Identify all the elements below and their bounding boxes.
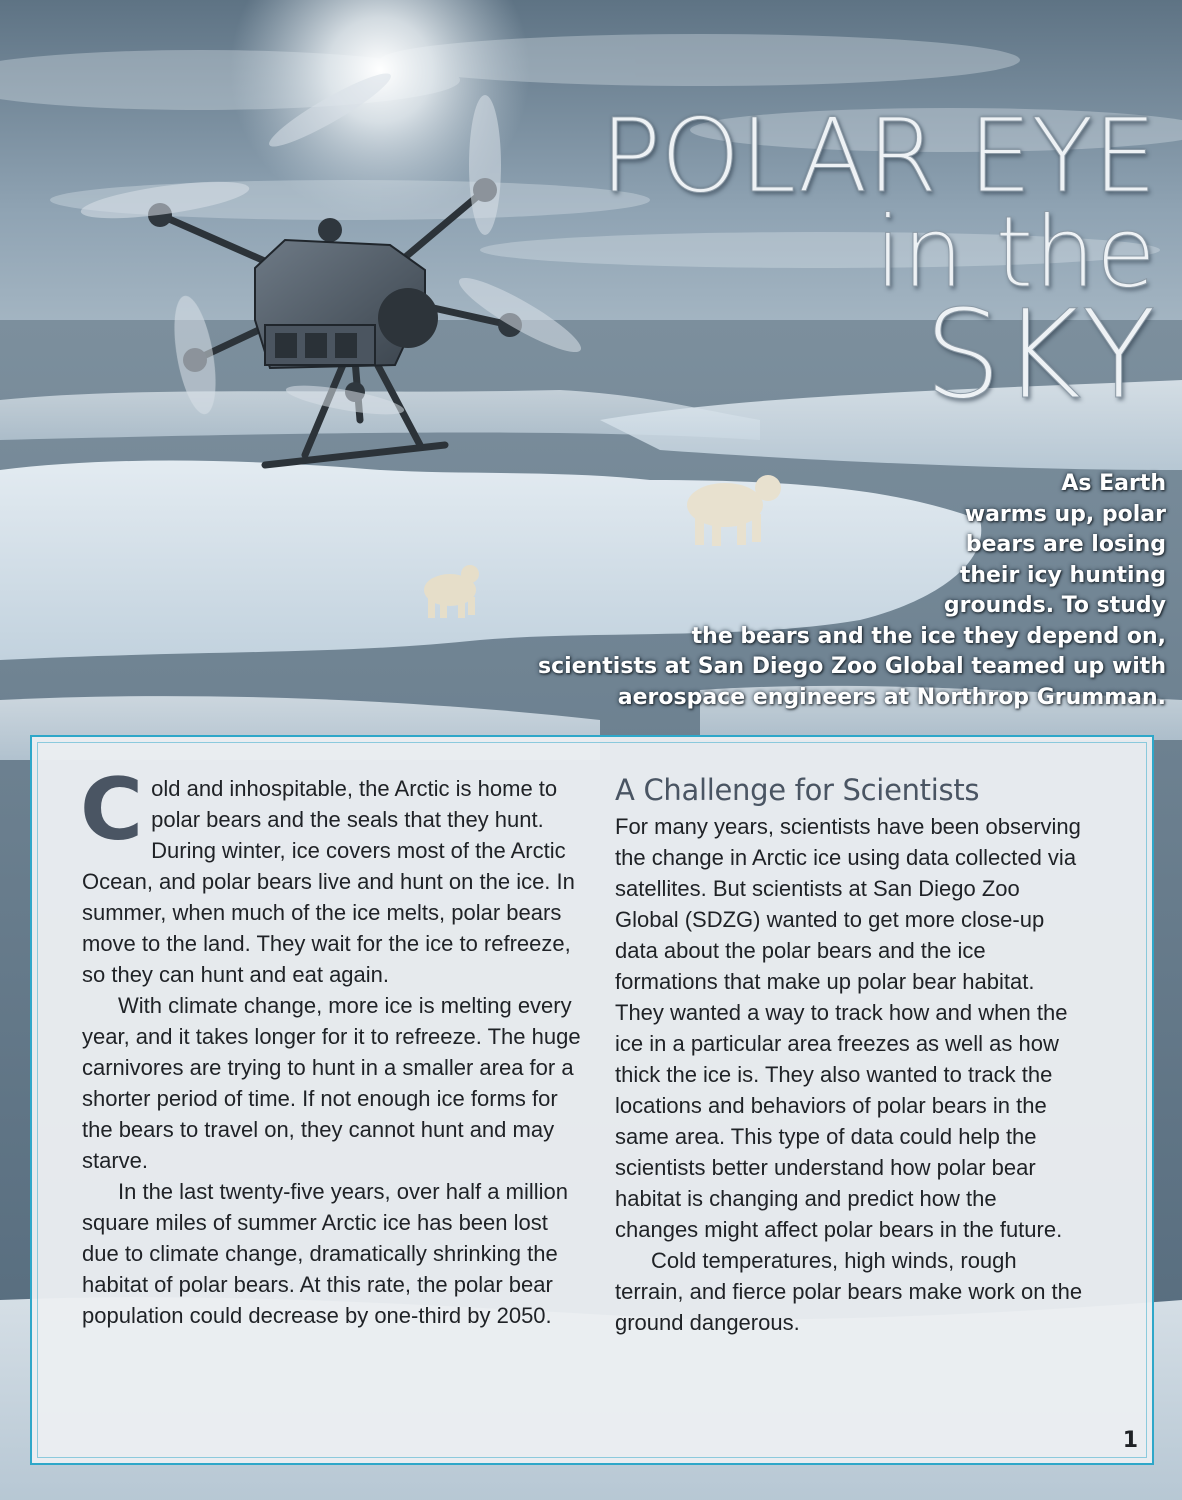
intro-text: [466, 469, 1166, 713]
paragraph-2: With climate change, more ice is melting every year, and it takes longer for it to refreeze. The huge carnivores are trying to hunt in a smaller area for a shorter period of time. If not enough ice forms for the bears to travel on, they cannot hunt and may starve.: [82, 993, 581, 1173]
section-heading: A Challenge for Scientists: [615, 773, 980, 807]
paragraph-1-text: old and inhospitable, the Arctic is home to polar bears and the seals that they hunt. During winter, ice covers most of the Arctic Ocean, and polar bears live and hunt on the ice. In summer, when much of the ice melts, polar bears move to the land. They wait for the ice to refreeze, so they can hunt and eat again.: [82, 776, 575, 987]
page-number: 1: [1122, 1428, 1138, 1453]
title-line-1: POLAR EYE: [599, 97, 1156, 216]
right-column: [615, 773, 1085, 1338]
intro-line: grounds. To study: [943, 593, 1166, 618]
intro-line: As Earth: [1061, 471, 1166, 496]
paragraph-5: Cold temperatures, high winds, rough terrain, and fierce polar bears make work on the ground dangerous.: [615, 1248, 1083, 1335]
title-line-2: in the: [874, 196, 1156, 310]
drop-cap: C: [80, 760, 144, 860]
intro-line: scientists at San Diego Zoo Global teamed up with: [538, 654, 1166, 679]
page-title: [599, 97, 1156, 426]
intro-line: warms up, polar: [964, 501, 1166, 527]
article-panel: [30, 735, 1154, 1465]
paragraph-3: In the last twenty-five years, over half a million square miles of summer Arctic ice has been lost due to climate change, dramatically shrinking the habitat of polar bears. At this rate, the polar bear population could decrease by one-third by 2050.: [82, 1179, 568, 1328]
left-column: [80, 760, 582, 1331]
paragraph-1: [80, 760, 582, 990]
intro-line: aerospace engineers at Northrop Grumman.: [617, 684, 1166, 710]
intro-line: the bears and the ice they depend on,: [691, 623, 1166, 649]
intro-line: their icy hunting: [959, 562, 1166, 588]
title-line-3: SKY: [924, 284, 1156, 426]
paragraph-4: For many years, scientists have been observing the change in Arctic ice using data collected via satellites. But scientists at San Diego Zoo Global (SDZG) wanted to get more close-up data about the polar bears and the ice formations that make up polar bear habitat. They wanted a way to track how and when the ice in a particular area freezes as well as how thick the ice is. They also wanted to track the locations and behaviors of polar bears in the same area. This type of data could help the scientists better understand how polar bear habitat is changing and predict how the changes might affect polar bears in the future.: [615, 814, 1081, 1242]
intro-line: bears are losing: [965, 532, 1166, 557]
